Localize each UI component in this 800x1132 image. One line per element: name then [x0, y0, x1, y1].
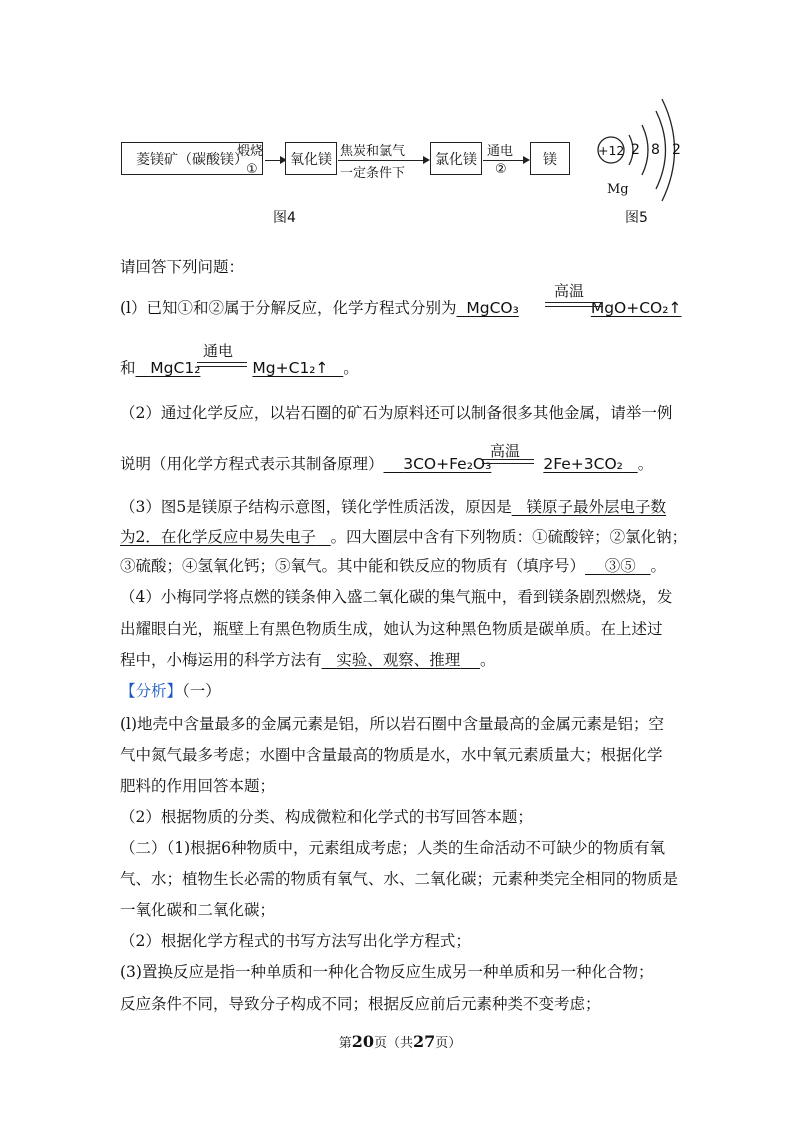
arrow-1 — [265, 160, 285, 161]
q3-line3 — [120, 555, 666, 577]
eq3-condition: 高温 — [490, 442, 521, 460]
analysis-b2-line1: （2）根据化学方程式的书写方法写出化学方程式； — [120, 932, 471, 950]
q3-answer-part2 — [120, 528, 331, 546]
arrow1-label-top: 煅烧 — [237, 144, 264, 159]
eq2-condition: 通电 — [203, 342, 234, 360]
eq3-double-line — [482, 459, 534, 464]
q3-line3-intro: ③硫酸；④氢氧化钙；⑤氧气。其中能和铁反应的物质有（填序号） — [120, 557, 586, 575]
analysis-a1-line2: 气中氮气最多考虑；水圈中含量最高的物质是水，水中氧元素质量大；根据化学 — [120, 746, 663, 764]
analysis-a2-line1: （2）根据物质的分类、构成微粒和化学式的书写回答本题； — [120, 808, 533, 826]
q4-answer — [322, 651, 481, 669]
q2-intro: 说明（用化学方程式表示其制备原理） — [120, 455, 384, 473]
q4-line1: （4）小梅同学将点燃的镁条伸入盛二氧化碳的集气瓶中，看到镁条剧烈燃烧，发 — [120, 588, 673, 606]
analysis-b1-line2: 气、水；植物生长必需的物质有氧气、水、二氧化碳；元素种类完全相同的物质是 — [120, 870, 679, 888]
q2-end: 。 — [637, 455, 654, 473]
q2-line2 — [120, 453, 653, 475]
eq1-left: MgCO₃ — [466, 299, 519, 317]
analysis-label: 【分析】 — [120, 682, 183, 700]
q3-answer-text3: ③⑤ — [604, 557, 636, 575]
q1-line2 — [120, 357, 359, 379]
q3-line1 — [120, 496, 666, 518]
page-footer — [0, 1032, 800, 1051]
footer-pre: 第 — [338, 1036, 352, 1051]
q1-end: 。 — [343, 359, 359, 377]
q3-answer-text1: 镁原子最外层电子数 — [526, 498, 667, 516]
eq2-double-line — [197, 362, 247, 367]
arrow2-label-top: 焦炭和氯气 — [340, 144, 406, 159]
eq1-double-line — [545, 302, 603, 307]
q3-answer-part1 — [512, 498, 666, 516]
analysis-heading — [120, 680, 221, 702]
q3-line2-rest: 。四大圈层中含有下列物质：①硫酸锌；②氯化钠； — [330, 528, 688, 546]
atom-shell-2: 8 — [651, 142, 660, 158]
atom-symbol: Mg — [607, 182, 629, 197]
eq3-left: 3CO+Fe₂O₃ — [403, 455, 492, 473]
q1-line1 — [120, 297, 681, 319]
eq2-right: Mg+C1₂↑ — [252, 359, 329, 377]
figure5-caption: 图5 — [625, 210, 648, 226]
eq1-condition: 高温 — [554, 282, 585, 300]
atom-shell-3: 2 — [672, 142, 681, 158]
analysis-a1-line3: 肥料的作用回答本题； — [120, 777, 276, 795]
footer-page-number: 20 — [351, 1032, 374, 1051]
arrow-2 — [338, 160, 428, 161]
box-magnesium-chloride: 氯化镁 — [430, 142, 482, 175]
q4-end: 。 — [480, 651, 496, 669]
q3-answer-text2: 为2．在化学反应中易失电子 — [120, 528, 316, 546]
analysis-b3-line1: (3)置换反应是指一种单质和一种化合物反应生成另一种单质和另一种化合物； — [120, 963, 654, 981]
q4-line3 — [120, 649, 496, 671]
q2-line1: （2）通过化学反应，以岩石圈的矿石为原料还可以制备很多其他金属，请举一例 — [120, 404, 673, 422]
q3-intro: （3）图5是镁原子结构示意图，镁化学性质活泼，原因是 — [120, 498, 512, 516]
footer-total-pages: 27 — [413, 1032, 436, 1051]
q4-answer-text: 实验、观察、推理 — [336, 651, 461, 669]
figure4-caption: 图4 — [273, 210, 296, 226]
analysis-part: （一） — [182, 682, 221, 700]
analysis-b1-line1: （二）（1)根据6种物质中，元素组成考虑；人类的生命活动不可缺少的物质有氧 — [120, 839, 666, 857]
q3-line2 — [120, 526, 687, 548]
arrow3-label-bottom: ② — [495, 162, 507, 177]
footer-mid: 页（共 — [373, 1036, 413, 1051]
arrow2-label-bottom: 一定条件下 — [340, 166, 406, 181]
arrow-3 — [483, 160, 528, 161]
eq2-left: MgC1₂ — [150, 359, 201, 377]
q1-intro: (l）已知①和②属于分解反应，化学方程式分别为 — [120, 299, 457, 317]
analysis-a1-line1: (l)地壳中含量最多的金属元素是铝，所以岩石圈中含量最高的金属元素是铝；空 — [120, 715, 665, 733]
box-magnesite: 菱镁矿（碳酸镁） — [121, 142, 263, 175]
arrow3-label-top: 通电 — [487, 144, 514, 159]
footer-post: 页） — [435, 1036, 462, 1051]
prompt-text: 请回答下列问题： — [120, 258, 245, 276]
q4-line3-intro: 程中，小梅运用的科学方法有 — [120, 651, 322, 669]
box-magnesium: 镁 — [530, 142, 570, 175]
atom-shell-1: 2 — [631, 142, 640, 158]
q3-end: 。 — [650, 557, 667, 575]
eq3-right: 2Fe+3CO₂ — [543, 455, 623, 473]
analysis-b3-line2: 反应条件不同，导致分子构成不同；根据反应前后元素种类不变考虑； — [120, 995, 601, 1013]
q3-answer-part3 — [585, 557, 651, 575]
atom-nucleus: +12 — [598, 143, 625, 158]
analysis-b1-line3: 一氧化碳和二氧化碳； — [120, 901, 276, 919]
eq1-right: MgO+CO₂↑ — [590, 299, 682, 317]
box-magnesium-oxide: 氧化镁 — [285, 142, 337, 175]
arrow1-label-bottom: ① — [246, 162, 258, 177]
q1-and: 和 — [120, 359, 136, 377]
q4-line2: 出耀眼白光，瓶壁上有黑色物质生成，她认为这种黑色物质是碳单质。在上述过 — [120, 620, 663, 638]
